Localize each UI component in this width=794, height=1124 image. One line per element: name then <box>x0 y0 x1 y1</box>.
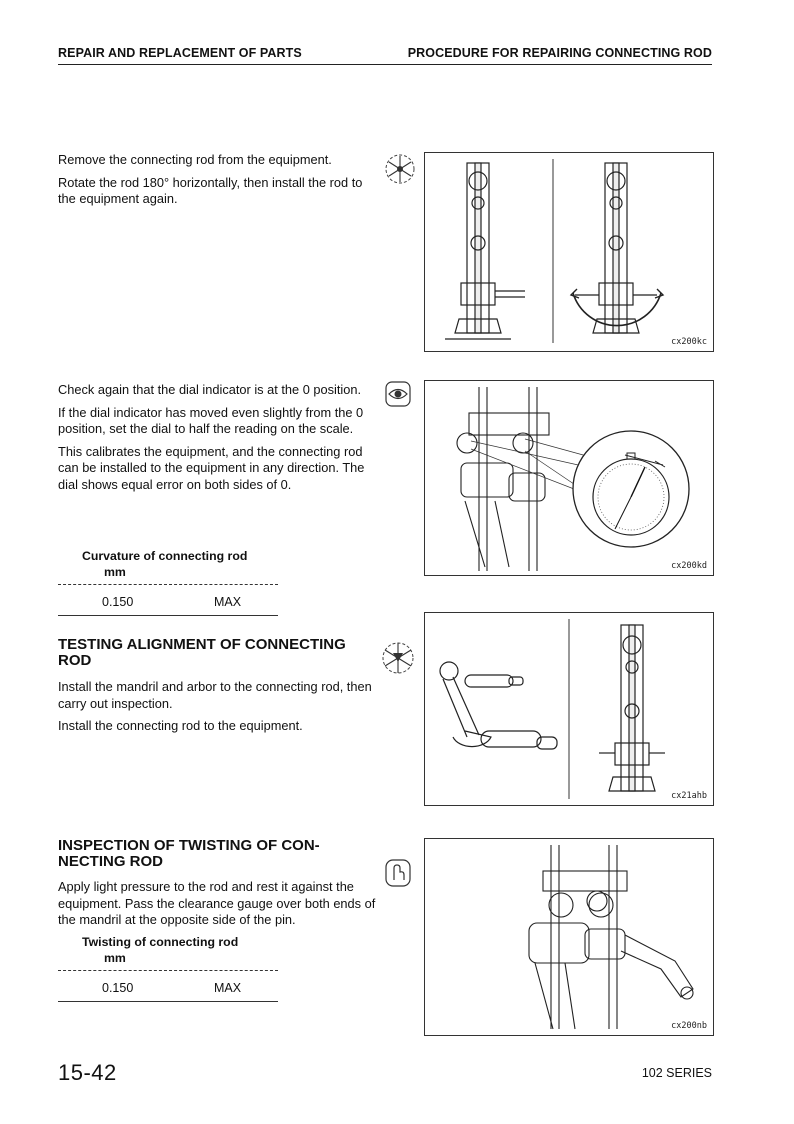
assembly-symbol-icon <box>380 640 416 681</box>
paragraph: Check again that the dial indicator is at the 0 position. <box>58 382 362 397</box>
paragraph: Apply light pressure to the rod and rest it against the equipment. Pass the clearance gauge over both ends of the mandril at the opposite side of the pin. <box>58 879 376 927</box>
paragraph: This calibrates the equipment, and the connecting rod can be installed to the equipment in any direction. The dial shows equal error on both sides of 0. <box>58 443 365 492</box>
heading-line: INSPECTION OF TWISTING OF CON- <box>58 837 320 854</box>
curvature-spec-table <box>58 548 278 616</box>
figure-code: cx200nb <box>671 1021 707 1031</box>
figure-code: cx200kd <box>671 561 707 571</box>
section-heading-alignment <box>58 637 378 669</box>
figure-mandril-arbor <box>424 612 714 806</box>
figure-twisting-gauge <box>424 838 714 1036</box>
figure-code: cx21ahb <box>671 791 707 801</box>
running-header-left: REPAIR AND REPLACEMENT OF PARTS <box>58 46 302 60</box>
spec-caption: Curvature of connecting rod <box>82 549 248 563</box>
eye-inspect-icon <box>384 380 412 413</box>
spec-limit: MAX <box>214 595 242 609</box>
heading-line: TESTING ALIGNMENT OF CONNECTING <box>58 636 346 653</box>
spec-limit: MAX <box>214 981 242 995</box>
twisting-spec-table <box>58 934 278 1002</box>
heading-line: NECTING ROD <box>58 853 163 870</box>
section-heading-twisting <box>58 838 378 870</box>
page-number: 15-42 <box>58 1060 117 1085</box>
series-label: 102 SERIES <box>641 1066 712 1080</box>
header-rule <box>58 64 712 65</box>
paragraph: Remove the connecting rod from the equipment. <box>58 152 332 167</box>
spec-value: 0.150 <box>102 981 134 995</box>
spec-caption: Twisting of connecting rod <box>82 935 239 949</box>
paragraph: Install the mandril and arbor to the connecting rod, then carry out inspection. <box>58 679 372 711</box>
figure-rotate-rod <box>424 152 714 352</box>
spec-unit: mm <box>104 951 126 965</box>
paragraph: Rotate the rod 180° horizontally, then install the rod to the equipment again. <box>58 174 363 206</box>
spec-value: 0.150 <box>102 595 134 609</box>
spec-unit: mm <box>104 565 126 579</box>
paragraph: If the dial indicator has moved even slightly from the 0 position, set the dial to half the reading on the scale. <box>58 404 364 436</box>
section2-text <box>58 382 376 499</box>
section1-text <box>58 152 376 214</box>
running-header-right: PROCEDURE FOR REPAIRING CONNECTING ROD <box>407 46 712 60</box>
paragraph: Install the connecting rod to the equipment. <box>58 718 303 733</box>
hand-press-icon <box>384 858 412 893</box>
section4-text <box>58 879 376 935</box>
section3-text <box>58 679 376 741</box>
figure-code: cx200kc <box>671 337 707 347</box>
heading-line: ROD <box>58 652 92 669</box>
figure-dial-indicator <box>424 380 714 576</box>
rotate-symbol-icon <box>383 152 417 191</box>
